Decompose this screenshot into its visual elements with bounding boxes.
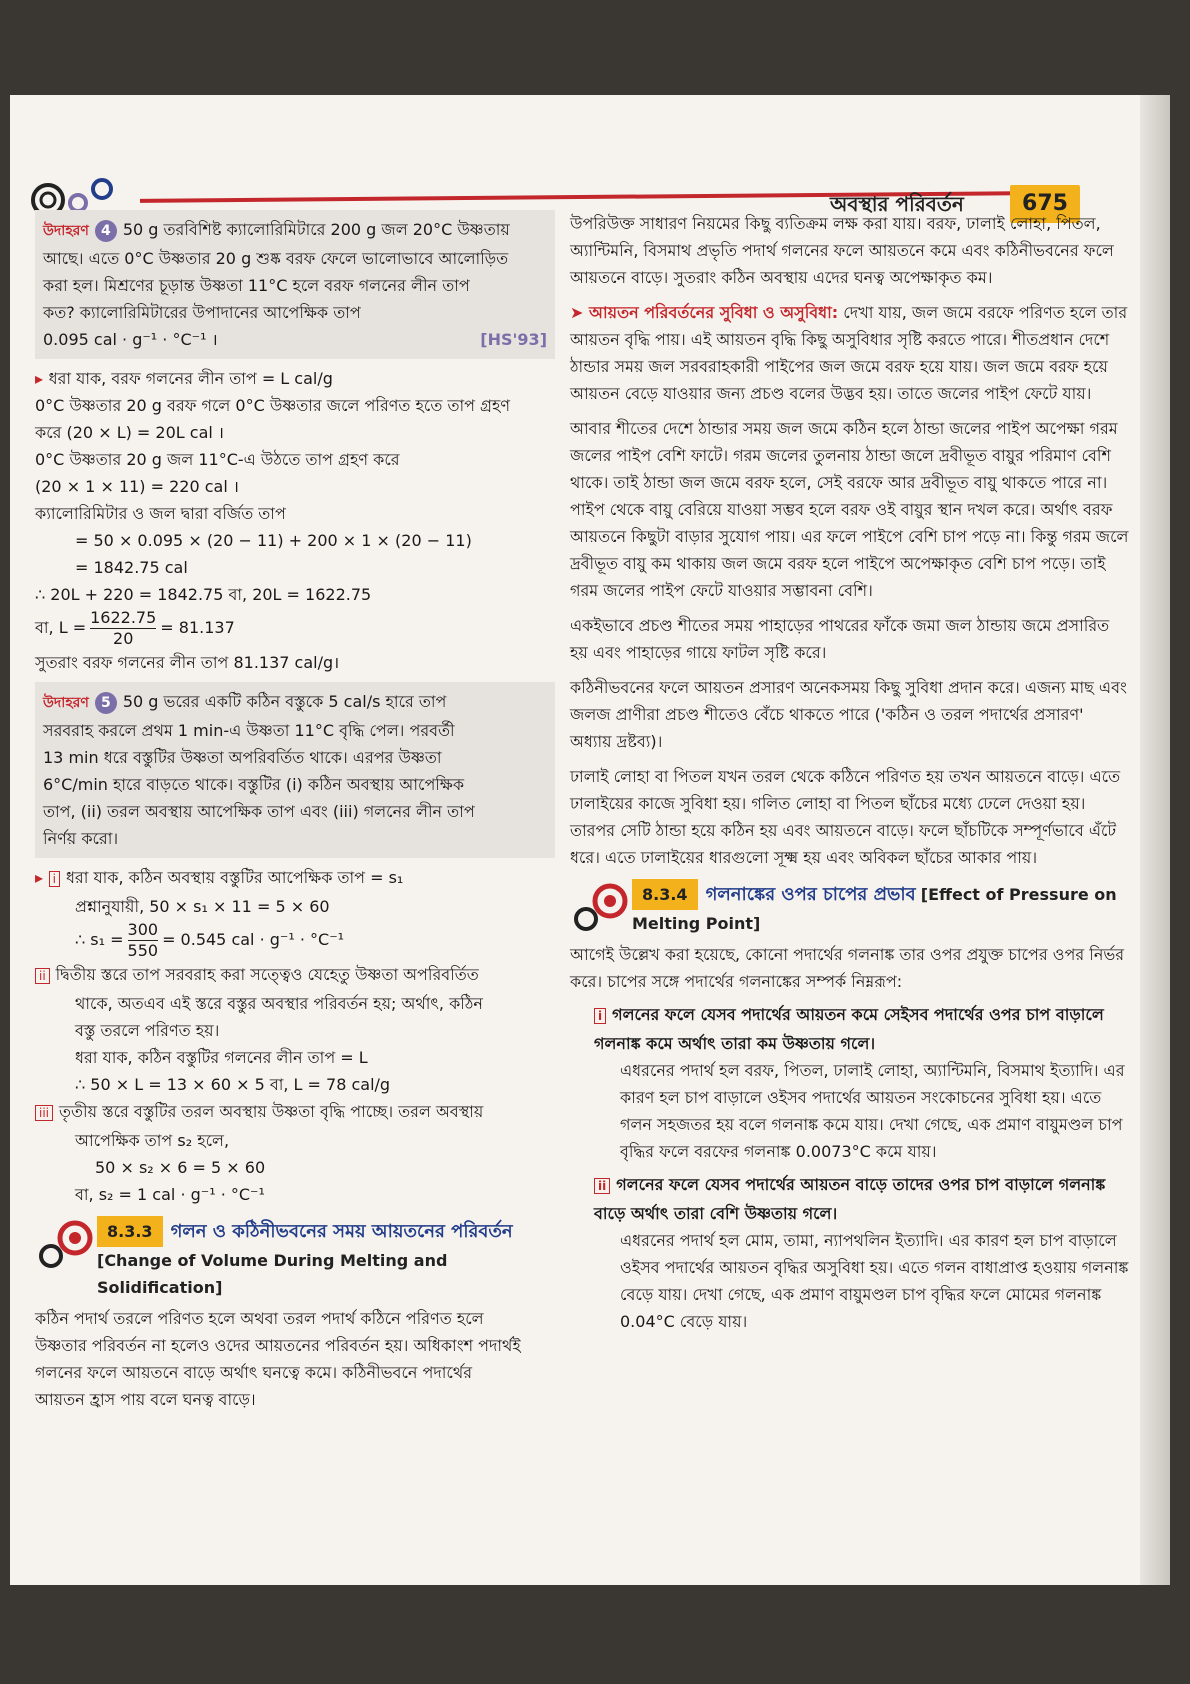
solution-line: ∴ 20L + 220 = 1842.75 বা, 20L = 1622.75 <box>35 585 372 604</box>
chapter-title: অবস্থার পরিবর্তন <box>830 192 964 216</box>
fraction-prefix: ∴ s₁ = <box>75 930 124 949</box>
gear-icon <box>570 879 632 935</box>
solution-line: সুতরাং বরফ গলনের লীন তাপ 81.137 cal/g। <box>35 653 340 672</box>
subheading: আয়তন পরিবর্তনের সুবিধা ও অসুবিধা: <box>588 303 839 322</box>
fraction-numerator: 1622.75 <box>90 608 157 627</box>
solution-5 <box>35 864 555 1208</box>
page-edge <box>1140 95 1170 1585</box>
solution-line: ধরা যাক, কঠিন বস্তুটির গলনের লীন তাপ = L <box>75 1048 368 1067</box>
example-number: 5 <box>95 692 117 714</box>
solution-line: ধরা যাক, বরফ গলনের লীন তাপ = L cal/g <box>48 369 333 388</box>
gear-icon <box>35 1216 97 1272</box>
paragraph: দেখা যায়, জল জমে বরফে পরিণত হলে তার আয়তন বৃদ্ধি পায়। এই আয়তন বৃদ্ধি কিছু অসুবিধার সৃষ্টি করতে পারে। শীতপ্রধান দেশে ঠান্ডার সময় জল সরবরাহকারী পাইপের জল জমে বরফ হয়ে যায়। জল জমে বরফ হয়ে আয়তন বেড়ে যাওয়ার জন্য প্রচণ্ড বলের উদ্ভব হয়। তাতে জলের পাইপ ফেটে যায়। <box>570 303 1128 403</box>
solution-line: 0°C উষ্ণতার 20 g বরফ গলে 0°C উষ্ণতার জলে পরিণত হতে তাপ গ্রহণ <box>35 396 511 415</box>
example-line: 13 min ধরে বস্তুটির উষ্ণতা অপরিবর্তিত থাকে। এরপর উষ্ণতা <box>43 748 442 767</box>
section-number: 8.3.4 <box>632 879 698 910</box>
example-line: নির্ণয় করো। <box>43 829 119 848</box>
example-tag: উদাহরণ <box>43 223 89 239</box>
example-line: 0.095 cal · g⁻¹ · °C⁻¹ । <box>43 330 218 349</box>
example-line: করা হল। মিশ্রণের চূড়ান্ত উষ্ণতা 11°C হলে বরফ গলনের লীন তাপ <box>43 276 470 295</box>
example-4 <box>35 210 555 359</box>
solution-line: করে (20 × L) = 20L cal । <box>35 423 224 442</box>
page-number: 675 <box>1010 185 1080 223</box>
fraction-suffix: = 81.137 <box>160 618 235 637</box>
example-line: 50 g তরবিশিষ্ট ক্যালোরিমিটারে 200 g জল 20°C উষ্ণতায় <box>122 220 510 239</box>
section-title-en: [Effect of Pressure on Melting Point] <box>632 885 1117 933</box>
section-8-3-3-heading <box>35 1216 555 1301</box>
item-tag: i <box>594 1008 606 1024</box>
fraction <box>128 920 159 961</box>
fraction-prefix: বা, L = <box>35 618 87 637</box>
solution-line: ধরা যাক, কঠিন অবস্থায় বস্তুটির আপেক্ষিক তাপ = s₁ <box>65 868 404 887</box>
solution-arrow-icon: ▸ <box>35 868 49 887</box>
section-title: গলন ও কঠিনীভবনের সময় আয়তনের পরিবর্তন <box>170 1221 513 1242</box>
solution-line: আপেক্ষিক তাপ s₂ হলে, <box>75 1131 230 1150</box>
paragraph: আগেই উল্লেখ করা হয়েছে, কোনো পদার্থের গলনাঙ্ক তার ওপর প্রযুক্ত চাপের ওপর নির্ভর করে। চাপের সঙ্গে পদার্থের গলনাঙ্কের সম্পর্ক নিম্নরূপ: <box>570 945 1125 991</box>
solution-arrow-icon: ▸ <box>35 369 49 388</box>
paragraph: কঠিনীভবনের ফলে আয়তন প্রসারণ অনেকসময় কিছু সুবিধা প্রদান করে। এজন্য মাছ এবং জলজ প্রাণীরা প্রচণ্ড শীতেও বেঁচে থাকতে পারে ('কঠিন ও তরল পদার্থের প্রসারণ' অধ্যায় দ্রষ্টব্য)। <box>570 678 1127 751</box>
paragraph: এধরনের পদার্থ হল বরফ, পিতল, ঢালাই লোহা, অ্যান্টিমনি, বিসমাথ ইত্যাদি। এর কারণ হল চাপ বাড়ালে ওইসব পদার্থের আয়তন সংকোচনের সুবিধা হয়। এতে গলন সহজতর হয় বলে গলনাঙ্ক কমে যায়। দেখা গেছে, এক প্রমাণ বায়ুমণ্ডল চাপ বৃদ্ধির ফলে বরফের গলনাঙ্ক 0.0073°C কমে যায়। <box>620 1061 1125 1161</box>
solution-line: ক্যালোরিমিটার ও জল দ্বারা বর্জিত তাপ <box>35 504 286 523</box>
fraction-denominator: 20 <box>113 629 134 648</box>
solution-line: = 50 × 0.095 × (20 − 11) + 200 × 1 × (20 − 11) <box>75 531 472 550</box>
body-line: উষ্ণতার পরিবর্তন না হলেও ওদের আয়তনের পরিবর্তন হয়। অধিকাংশ পদার্থই <box>35 1336 521 1355</box>
item-tag: i <box>49 871 60 887</box>
solution-line: বস্তু তরলে পরিণত হয়। <box>75 1021 220 1040</box>
paragraph: আবার শীতের দেশে ঠান্ডার সময় জল জমে কঠিন হলে ঠান্ডা জলের পাইপ অপেক্ষা গরম জলের পাইপ বেশি ফাটে। গরম জলের তুলনায় ঠান্ডা জলে দ্রবীভূত বায়ুর পরিমাণ বেশি থাকে। তাই ঠান্ডা জল জমে বরফ হলে, সেই বরফে আর দ্রবীভূত বায়ু থাকতে পারে না। পাইপ থেকে বায়ু বেরিয়ে যাওয়া সম্ভব হলে বরফ ওই বায়ুর স্থান দখল করে। অর্থাৎ বরফ আয়তনে কিছুটা বাড়ার সুযোগ পায়। এর ফলে পাইপে বেশি চাপ পড়ে না। কিন্তু গরম জলে দ্রবীভূত বায়ু কম থাকায় জল জমে বরফ হলে পাইপে অপেক্ষাকৃত বেশি চাপ পড়ে। তাই গরম জলের পাইপ ফেটে যাওয়ার সম্ভাবনা বেশি। <box>570 419 1129 600</box>
body-line: আয়তন হ্রাস পায় বলে ঘনত্ব বাড়ে। <box>35 1390 256 1409</box>
paragraph: এধরনের পদার্থ হল মোম, তামা, ন্যাপথলিন ইত্যাদি। এর কারণ হল চাপ বাড়ালে ওইসব পদার্থের আয়তন বৃদ্ধির অসুবিধা হয়। এতে গলন বাধাপ্রাপ্ত হওয়ায় গলনাঙ্ক বেড়ে যায়। দেখা গেছে, এক প্রমাণ বায়ুমণ্ডল চাপ বৃদ্ধির ফলে মোমের গলনাঙ্ক 0.04°C বেড়ে যায়। <box>620 1231 1129 1331</box>
book-page <box>10 95 1170 1585</box>
example-line: সরবরাহ করলে প্রথম 1 min-এ উষ্ণতা 11°C বৃদ্ধি পেল। পরবর্তী <box>43 721 455 740</box>
solution-line: দ্বিতীয় স্তরে তাপ সরবরাহ করা সত্ত্বেও যেহেতু উষ্ণতা অপরিবর্তিত <box>55 965 479 984</box>
exam-reference: [HS'93] <box>480 330 547 349</box>
example-number: 4 <box>95 220 117 242</box>
solution-line: ∴ 50 × L = 13 × 60 × 5 বা, L = 78 cal/g <box>75 1075 391 1094</box>
example-line: তাপ, (ii) তরল অবস্থায় আপেক্ষিক তাপ এবং (iii) গলনের লীন তাপ <box>43 802 475 821</box>
paragraph: উপরিউক্ত সাধারণ নিয়মের কিছু ব্যতিক্রম লক্ষ করা যায়। বরফ, ঢালাই লোহা, পিতল, অ্যান্টিমনি, বিসমাথ প্রভৃতি পদার্থ গলনের ফলে আয়তনে কমে এবং কঠিনীভবনের ফলে আয়তনে বাড়ে। সুতরাং কঠিন অবস্থায় এদের ঘনত্ব অপেক্ষাকৃত কম। <box>570 214 1114 287</box>
right-column <box>570 210 1130 1335</box>
solution-line: (20 × 1 × 11) = 220 cal । <box>35 477 239 496</box>
item-tag: ii <box>35 968 50 984</box>
solution-4 <box>35 365 555 676</box>
solution-line: 0°C উষ্ণতার 20 g জল 11°C-এ উঠতে তাপ গ্রহণ করে <box>35 450 400 469</box>
example-line: 6°C/min হারে বাড়তে থাকে। বস্তুটির (i) কঠিন অবস্থায় আপেক্ষিক <box>43 775 465 794</box>
page-header <box>10 135 1110 216</box>
example-line: আছে। এতে 0°C উষ্ণতার 20 g শুষ্ক বরফ ফেলে ভালোভাবে আলোড়িত <box>43 249 509 268</box>
fraction-suffix: = 0.545 cal · g⁻¹ · °C⁻¹ <box>162 930 345 949</box>
rule-statement: গলনের ফলে যেসব পদার্থের আয়তন কমে সেইসব পদার্থের ওপর চাপ বাড়ালে গলনাঙ্ক কমে অর্থাৎ তারা কম উষ্ণতায় গলে। <box>594 1005 1104 1053</box>
paragraph: একইভাবে প্রচণ্ড শীতের সময় পাহাড়ের পাথরের ফাঁকে জমা জল ঠান্ডায় জমে প্রসারিত হয় এবং পাহাড়ের গায়ে ফাটল সৃষ্টি করে। <box>570 616 1110 662</box>
example-5 <box>35 682 555 858</box>
item-tag: iii <box>35 1105 53 1121</box>
example-line: 50 g ভরের একটি কঠিন বস্তুকে 5 cal/s হারে তাপ <box>122 692 447 711</box>
solution-line: তৃতীয় স্তরে বস্তুটির তরল অবস্থায় উষ্ণতা বৃদ্ধি পাচ্ছে। তরল অবস্থায় <box>59 1102 484 1121</box>
solution-line: থাকে, অতএব এই স্তরে বস্তুর অবস্থার পরিবর্তন হয়; অর্থাৎ, কঠিন <box>75 994 483 1013</box>
section-8-3-3-body <box>35 1305 555 1413</box>
rule-statement: গলনের ফলে যেসব পদার্থের আয়তন বাড়ে তাদের ওপর চাপ বাড়ালে গলনাঙ্ক বাড়ে অর্থাৎ তারা বেশি উষ্ণতায় গলে। <box>594 1175 1106 1223</box>
fraction-denominator: 550 <box>127 941 159 960</box>
example-tag: উদাহরণ <box>43 695 89 711</box>
body-line: কঠিন পদার্থ তরলে পরিণত হলে অথবা তরল পদার্থ কঠিনে পরিণত হলে <box>35 1309 484 1328</box>
fraction <box>90 608 156 649</box>
section-8-3-4-heading <box>570 879 1130 937</box>
body-line: গলনের ফলে আয়তনে বাড়ে অর্থাৎ ঘনত্বে কমে। কঠিনীভবনে পদার্থের <box>35 1363 473 1382</box>
solution-line: 50 × s₂ × 6 = 5 × 60 <box>95 1158 266 1177</box>
fraction-numerator: 300 <box>127 920 159 939</box>
example-line: কত? ক্যালোরিমিটারের উপাদানের আপেক্ষিক তাপ <box>43 303 361 322</box>
section-title-en: [Change of Volume During Melting and Solidification] <box>97 1251 448 1297</box>
paper-plane-icon: ➤ <box>570 303 589 322</box>
left-column <box>35 210 555 1413</box>
solution-line: বা, s₂ = 1 cal · g⁻¹ · °C⁻¹ <box>75 1185 265 1204</box>
solution-line: প্রশ্নানুযায়ী, 50 × s₁ × 11 = 5 × 60 <box>75 897 330 916</box>
item-tag: ii <box>594 1178 610 1194</box>
solution-line: = 1842.75 cal <box>75 558 188 577</box>
section-title: গলনাঙ্কের ওপর চাপের প্রভাব <box>705 884 916 905</box>
section-number: 8.3.3 <box>97 1216 163 1247</box>
paragraph: ঢালাই লোহা বা পিতল যখন তরল থেকে কঠিনে পরিণত হয় তখন আয়তনে বাড়ে। এতে ঢালাইয়ের কাজে সুবিধা হয়। গলিত লোহা বা পিতল ছাঁচের মধ্যে ঢেলে দেওয়া হয়। তারপর সেটি ঠান্ডা হয়ে কঠিন হয় এবং আয়তনে বাড়ে। ফলে ছাঁচটিকে সম্পূর্ণভাবে এঁটে ধরে। এতে ঢালাইয়ের ধারগুলো সূক্ষ্ম হয় এবং অবিকল ছাঁচের আকার পায়। <box>570 767 1121 867</box>
